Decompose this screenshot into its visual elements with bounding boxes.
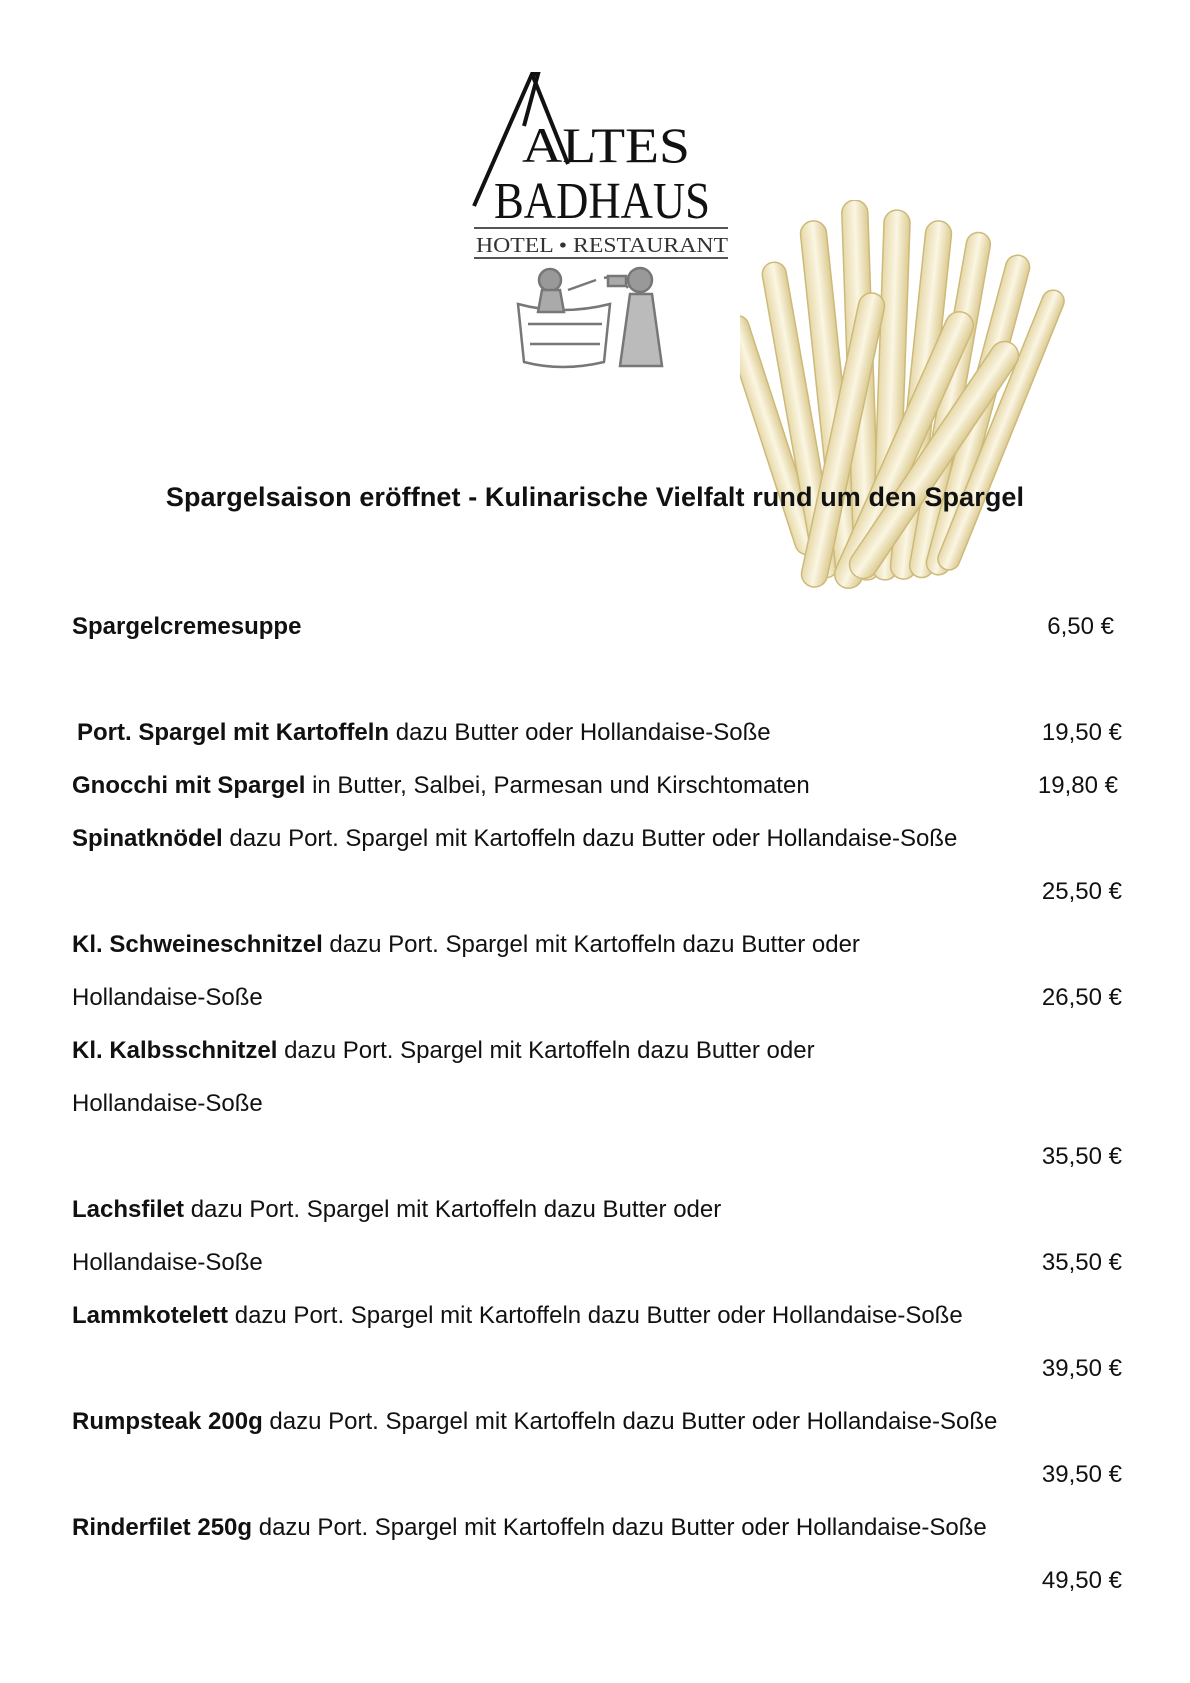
item-name: Gnocchi mit Spargel xyxy=(72,772,306,799)
item-name: Spargelcremesuppe xyxy=(72,613,302,640)
item-desc: dazu Port. Spargel mit Kartoffeln dazu Butter oder xyxy=(329,931,860,958)
item-desc: dazu Port. Spargel mit Kartoffeln dazu Butter oder Hollandaise-Soße xyxy=(258,1514,987,1541)
menu-item xyxy=(72,812,1122,865)
logo-line2: BADHAUS xyxy=(494,173,710,230)
menu-item xyxy=(72,1289,1122,1342)
menu-item xyxy=(72,1024,1122,1077)
item-desc: dazu Port. Spargel mit Kartoffeln dazu Butter oder xyxy=(190,1196,722,1223)
asparagus-image xyxy=(740,200,1080,620)
item-price: 39,50 € xyxy=(1041,1355,1122,1382)
item-name: Kl. Schweineschnitzel xyxy=(72,931,323,958)
menu-item xyxy=(72,1501,1122,1554)
item-name: Spinatknödel xyxy=(72,825,223,852)
logo-subtitle: HOTEL • RESTAURANT xyxy=(476,233,729,257)
item-price: 25,50 € xyxy=(1041,878,1122,905)
item-price: 19,50 € xyxy=(1041,719,1122,746)
item-desc-continued: Hollandaise-Soße xyxy=(72,984,263,1011)
logo-line1: ALTES xyxy=(522,117,690,173)
item-price: 26,50 € xyxy=(1041,984,1122,1011)
item-desc-continued: Hollandaise-Soße xyxy=(72,1090,263,1117)
item-price: 6,50 € xyxy=(1047,613,1114,640)
item-desc: dazu Port. Spargel mit Kartoffeln dazu Butter oder Hollandaise-Soße xyxy=(229,825,958,852)
item-name: Rinderfilet 250g xyxy=(72,1514,253,1541)
item-name: Rumpsteak 200g xyxy=(72,1408,263,1435)
item-name: Lammkotelett xyxy=(72,1302,229,1329)
menu-item xyxy=(72,1183,1122,1236)
menu-item xyxy=(72,706,1122,759)
menu-heading: Spargelsaison eröffnet - Kulinarische Vielfalt rund um den Spargel xyxy=(165,482,1025,512)
item-desc: in Butter, Salbei, Parmesan und Kirschtomaten xyxy=(312,772,810,799)
altes-badhaus-logo xyxy=(472,66,732,376)
item-name: Port. Spargel mit Kartoffeln xyxy=(77,719,390,746)
item-desc: dazu Port. Spargel mit Kartoffeln dazu Butter oder xyxy=(284,1037,815,1064)
item-price: 35,50 € xyxy=(1041,1249,1122,1276)
item-price: 19,80 € xyxy=(1037,772,1118,799)
item-desc-continued: Hollandaise-Soße xyxy=(72,1249,263,1276)
item-name: Lachsfilet xyxy=(72,1196,185,1223)
item-desc: dazu Butter oder Hollandaise-Soße xyxy=(395,719,771,746)
item-price: 49,50 € xyxy=(1041,1567,1122,1594)
item-price: 35,50 € xyxy=(1041,1143,1122,1170)
item-name: Kl. Kalbsschnitzel xyxy=(72,1037,278,1064)
menu-item xyxy=(72,1395,1122,1448)
menu-item xyxy=(72,918,1122,971)
menu-item xyxy=(72,759,1122,812)
item-desc: dazu Port. Spargel mit Kartoffeln dazu Butter oder Hollandaise-Soße xyxy=(234,1302,963,1329)
bathhouse-illustration xyxy=(518,268,662,367)
menu-item xyxy=(72,600,1122,653)
menu-list xyxy=(72,600,1122,1607)
item-price: 39,50 € xyxy=(1041,1461,1122,1488)
item-desc: dazu Port. Spargel mit Kartoffeln dazu Butter oder Hollandaise-Soße xyxy=(269,1408,998,1435)
